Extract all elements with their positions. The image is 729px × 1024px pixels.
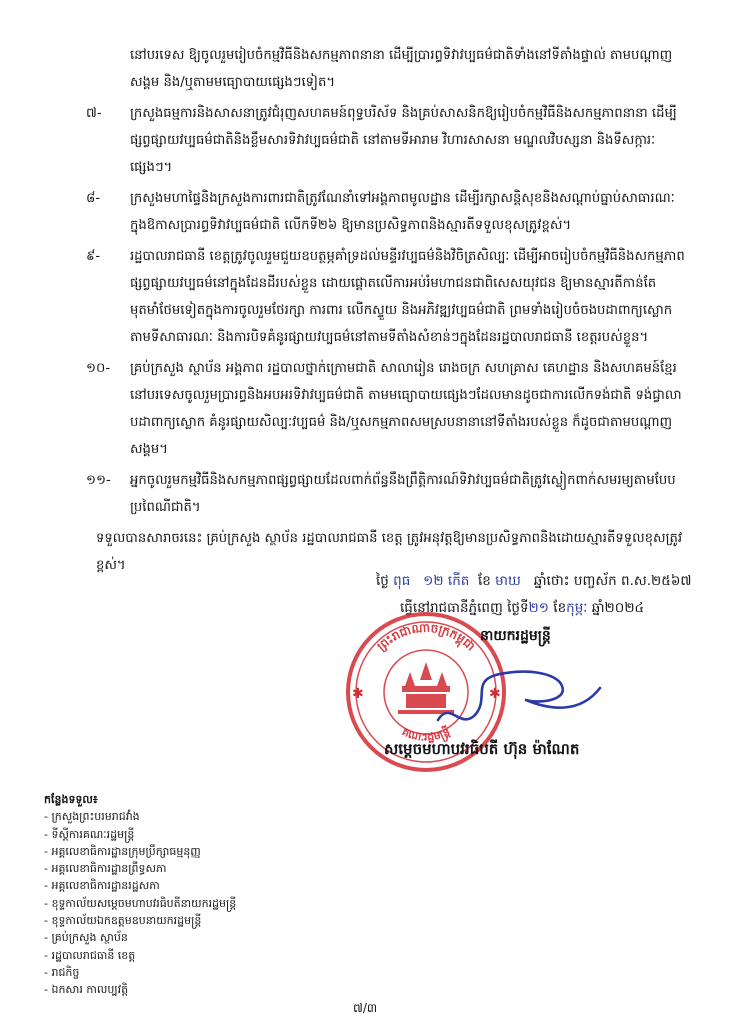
item-text: រដ្ឋបាលរាជធានី ខេត្តត្រូវចូលរួមជួយឧបត្ថម្ភគាំទ្រដល់មន្ទីរវប្បធម៌និងវិចិត្រសិល្បៈ ដើម្បីអាចរៀបចំកម្មវិធីនិងសកម្មភាពផ្សព្វផ្សាយវប្បធម៌នៅក្នុងដែនដីរបស់ខ្លួន ដោយផ្តោតលើការអប់រំមហាជនជាពិសេសយុវជន ឱ្យមានស្មារតីកាន់តែមុតមាំថែមទៀតក្នុងការចូលរួមថែរក្សា ការពារ លើកស្ទួយ និងអភិវឌ្ឍវប្បធម៌ជាតិ ព្រមទាំងរៀបចំចងបដាពាក្យស្លោកតាមទីសាធារណៈ និងការបិទគំនូរផ្សាយវប្បធម៌នៅតាមទីតាំងសំខាន់ៗក្នុងដែនរដ្ឋបាលរាជធានី ខេត្តរបស់ខ្លួន។ (130, 249, 685, 345)
svg-text:✱: ✱ (489, 686, 501, 702)
item-text: អ្នកចូលរួមកម្មវិធីនិងសកម្មភាពផ្សព្វផ្សាយដែលពាក់ព័ន្ធនឹងព្រឹត្តិការណ៍ទិវាវប្បធម៌ជាតិត្រូវស្លៀកពាក់សមរម្យតាមបែបប្រពៃណីជាតិ។ (130, 473, 676, 515)
day-label: ថ្ងៃ (376, 573, 389, 589)
item-number: ៨- (86, 191, 101, 206)
list-item: - ឯកសារ កាលប្បវត្តិ (44, 983, 129, 997)
item-text: ក្រសួងធម្មការនិងសាសនាត្រូវជំរុញសហគមន៍ពុទ្ធបរិស័ទ និងគ្រប់សាសនិកឱ្យរៀបចំកម្មវិធីនិងសកម្មភាពនានា ដើម្បីផ្សព្វផ្សាយវប្បធម៌ជាតិនិងខ្លឹមសារទិវាវប្បធម៌ជាតិ នៅតាមទីអារាម វិហារសាសនា មណ្ឌលវិបស្សនា និងទីសក្ការៈផ្សេងៗ។ (130, 106, 677, 175)
page-number: ៧/៣ (353, 1001, 378, 1015)
document-body (0, 42, 729, 583)
list-item: - ខុទ្ទកាល័យឯកឧត្តមឧបនាយករដ្ឋមន្ត្រី (44, 914, 202, 928)
signatory-name: សម្តេចមហាបវរធិបតី ហ៊ុន ម៉ាណែត (384, 740, 580, 758)
item-number: ៩- (86, 249, 101, 264)
list-item (0, 243, 729, 351)
list-item (0, 185, 729, 239)
recipients-list (44, 791, 404, 999)
list-item: - អគ្គលេខាធិការដ្ឋានព្រឹទ្ធសភា (44, 862, 167, 876)
item-number: ៧- (86, 106, 102, 121)
lunar-date (376, 570, 706, 592)
svg-text:ព្រះរាជាណាចក្រកម្ពុជា (374, 620, 478, 654)
list-item: - គ្រប់ក្រសួង ស្ថាប័ន (44, 931, 128, 945)
list-item (0, 100, 729, 181)
solar-month: កុម្ភៈ (566, 600, 588, 616)
handwritten-signature (430, 660, 610, 740)
list-item: - រាជកិច្ច (44, 965, 80, 979)
lunar-day: ១២ (423, 573, 444, 589)
list-item: - ទីស្តីការគណៈរដ្ឋមន្ត្រី (44, 827, 135, 841)
intro-continuation: នៅបរទេស ឱ្យចូលរួមរៀបចំកម្មវិធីនិងសកម្មភាពនានា ដើម្បីប្រារព្ធទិវាវប្បធម៌ជាតិទាំងនៅទីតាំងផ្ទាល់ តាមបណ្តាញសង្គម និង/ឬតាមមធ្យោបាយផ្សេងៗទៀត។ (130, 48, 673, 90)
list-item: - អគ្គលេខាធិការដ្ឋានក្រុមប្រឹក្សាធម្មនុញ្ញ (44, 844, 201, 858)
list-item: - រដ្ឋបាលរាជធានី ខេត្ត (44, 948, 136, 962)
weekday: ពុធ (393, 573, 411, 589)
place-prefix: ធ្វើនៅរាជធានីភ្នំពេញ ថ្ងៃទី (400, 600, 529, 616)
solar-day: ២១ (528, 600, 549, 616)
month-label: ខែ (553, 600, 567, 616)
svg-text:✱: ✱ (352, 686, 364, 702)
lunar-phase: កើត (447, 573, 470, 589)
list-item (0, 355, 729, 463)
list-item: - អគ្គលេខាធិការដ្ឋានរដ្ឋសភា (44, 879, 160, 893)
seal-top-text: ព្រះរាជាណាចក្រកម្ពុជា (374, 620, 478, 654)
seal-bottom-text: គណៈរដ្ឋមន្ត្រី (400, 724, 452, 744)
item-text: ក្រសួងមហាផ្ទៃនិងក្រសួងការពារជាតិត្រូវណែនាំទៅអង្គភាពមូលដ្ឋាន ដើម្បីរក្សាសន្តិសុខនិងសណ្តាប់ធ្នាប់សាធារណៈក្នុងឱកាសប្រារព្ធទិវាវប្បធម៌ជាតិ លើកទី២៦ ឱ្យមានប្រសិទ្ធភាពនិងស្មារតីទទួលខុសត្រូវខ្ពស់។ (130, 191, 675, 233)
list-item: - ខុទ្ទកាល័យសម្តេចមហាបវរធិបតីនាយករដ្ឋមន្ត្រី (44, 896, 237, 910)
lunar-month: មាឃ (495, 573, 521, 589)
recipients-heading: កន្លែងទទួល៖ (44, 793, 98, 806)
item-number: ១០- (86, 361, 111, 376)
closing-paragraph: ទទួលបានសារាចរនេះ គ្រប់ក្រសួង ស្ថាប័ន រដ្ឋបាលរាជធានី ខេត្ត ត្រូវអនុវត្តឱ្យមានប្រសិទ្ធភាពនិងដោយស្មារតីទទួលខុសត្រូវខ្ពស់។ (96, 531, 683, 573)
list-item: - ក្រសួងព្រះបរមរាជវាំង (44, 810, 140, 824)
signatory-title: នាយករដ្ឋមន្ត្រី (480, 628, 551, 644)
lunar-year: ឆ្នាំថោះ បញ្ចស័ក ព.ស.២៥៦៧ (533, 573, 692, 589)
month-label: ខែ (477, 573, 491, 589)
item-number: ១១- (86, 473, 111, 488)
solar-year: ឆ្នាំ២០២៤ (591, 600, 645, 616)
item-text: គ្រប់ក្រសួង ស្ថាប័ន អង្គភាព រដ្ឋបាលថ្នាក់ក្រោមជាតិ សាលារៀន រោងចក្រ សហគ្រាស គេហដ្ឋាន និងសហគមន៍ខ្មែរនៅបរទេសចូលរួមប្រារព្ធនិងអបអរទិវាវប្បធម៌ជាតិ តាមមធ្យោបាយផ្សេងៗដែលមានដូចជាការលើកទង់ជាតិ ទង់ជ្វាលា បដាពាក្យស្លោក គំនូរផ្សាយសិល្បៈវប្បធម៌ និង/ឬសកម្មភាពសមស្របនានានៅទីតាំងរបស់ខ្លួន ក៏ដូចជាតាមបណ្តាញសង្គម។ (130, 361, 682, 457)
list-item (0, 467, 729, 521)
